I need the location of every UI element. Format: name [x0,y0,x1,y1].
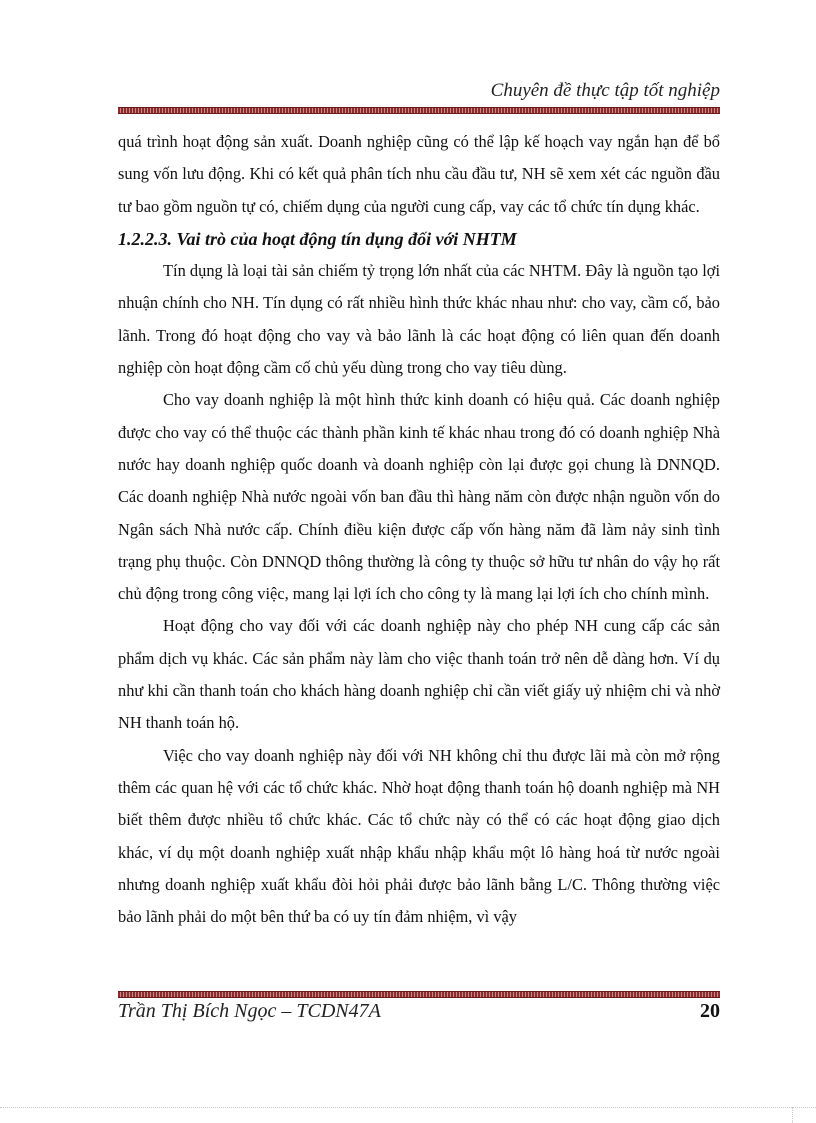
body-paragraph: Tín dụng là loại tài sản chiếm tỷ trọng lớn nhất của các NHTM. Đây là nguồn tạo lợi nhuận chính cho NH. Tín dụng có rất nhiều hình thức khác nhau như: cho vay, cầm cố, bảo lãnh. Trong đó hoạt động cho vay và bảo lãnh là các hoạt động có liên quan đến doanh nghiệp còn hoạt động cầm cố chủ yếu dùng trong cho vay tiêu dùng. [118,261,720,378]
page-body [118,126,720,933]
footer-author: Trần Thị Bích Ngọc – TCDN47A [118,1000,381,1022]
page-boundary-corner [792,1107,793,1123]
body-paragraph: Hoạt động cho vay đối với các doanh nghiệp này cho phép NH cung cấp các sản phẩm dịch vụ khác. Các sản phẩm này làm cho việc thanh toán trở nên dễ dàng hơn. Ví dụ như khi cần thanh toán cho khách hàng doanh nghiệp chỉ cần viết giấy uỷ nhiệm chi và nhờ NH thanh toán hộ. [118,616,720,733]
continued-paragraph: quá trình hoạt động sản xuất. Doanh nghiệp cũng có thể lập kế hoạch vay ngắn hạn để bổ sung vốn lưu động. Khi có kết quả phân tích nhu cầu đầu tư, NH sẽ xem xét các nguồn đầu tư bao gồm nguồn tự có, chiếm dụng của người cung cấp, vay các tổ chức tín dụng khác. [118,132,720,216]
footer-rule [118,991,720,998]
section-heading: 1.2.2.3. Vai trò của hoạt động tín dụng đối với NHTM [118,228,517,249]
body-paragraph: Cho vay doanh nghiệp là một hình thức kinh doanh có hiệu quả. Các doanh nghiệp được cho vay có thể thuộc các thành phần kinh tế khác nhau trong đó có doanh nghiệp Nhà nước hay doanh nghiệp quốc doanh và doanh nghiệp còn lại được gọi chung là DNNQD. Các doanh nghiệp Nhà nước ngoài vốn ban đầu thì hàng năm còn được nhận nguồn vốn do Ngân sách Nhà nước cấp. Chính điều kiện được cấp vốn hàng năm đã làm nảy sinh tình trạng phụ thuộc. Còn DNNQD thông thường là công ty thuộc sở hữu tư nhân do vậy họ rất chủ động trong công việc, mang lại lợi ích cho công ty là mang lại lợi ích cho chính mình. [118,390,720,604]
page-boundary-line [0,1107,816,1108]
running-header-title: Chuyên đề thực tập tốt nghiệp [490,80,720,101]
header-rule [118,107,720,114]
page-number: 20 [700,1000,720,1022]
body-paragraph: Việc cho vay doanh nghiệp này đối với NH không chỉ thu được lãi mà còn mở rộng thêm các quan hệ với các tổ chức khác. Nhờ hoạt động thanh toán hộ doanh nghiệp mà NH biết thêm được nhiều tổ chức khác. Các tổ chức này có thể có các hoạt động giao dịch khác, ví dụ một doanh nghiệp xuất nhập khẩu nhập khẩu một lô hàng hoá từ nước ngoài nhưng doanh nghiệp xuất khẩu đòi hỏi phải được bảo lãnh bằng L/C. Thông thường việc bảo lãnh phải do một bên thứ ba có uy tín đảm nhiệm, vì vậy [118,745,720,927]
